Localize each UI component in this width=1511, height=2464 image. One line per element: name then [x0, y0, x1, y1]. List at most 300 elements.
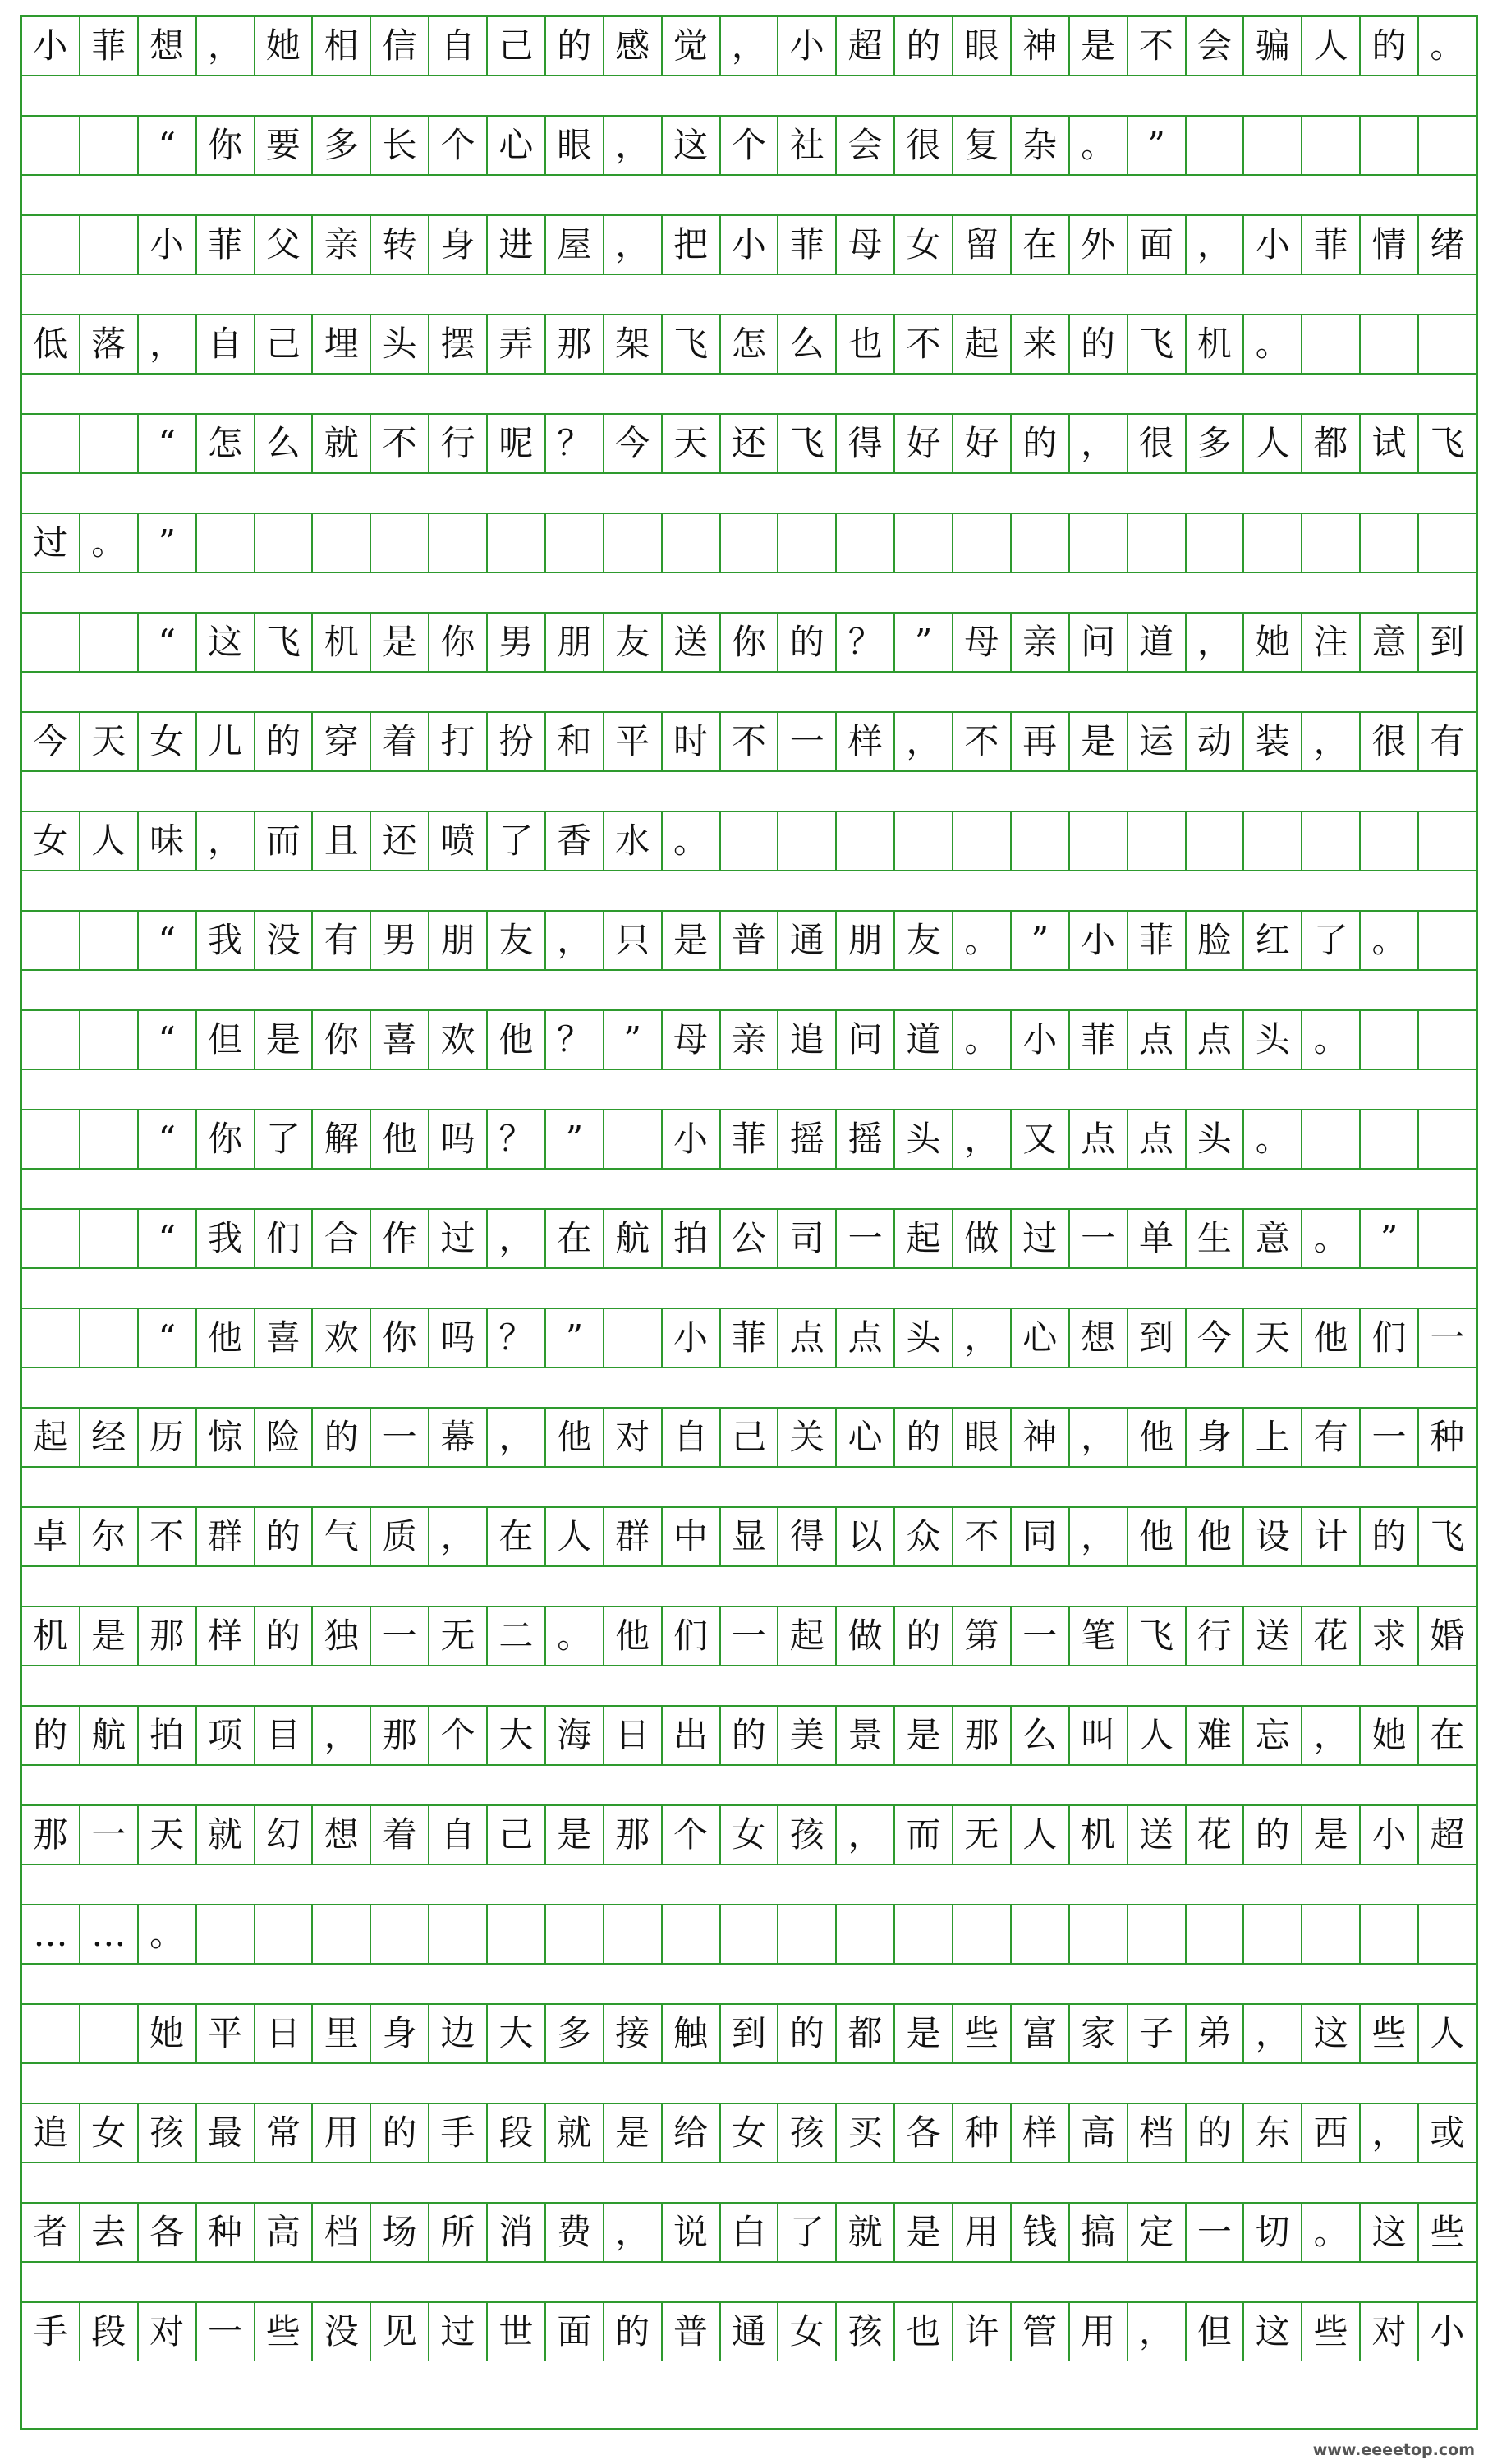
grid-cell: 好: [953, 415, 1012, 472]
grid-cell: 菲: [778, 216, 837, 274]
grid-cell: 小: [778, 17, 837, 75]
grid-cell: 。: [139, 1905, 197, 1963]
text-row: [22, 912, 1476, 969]
grid-cell: ，: [197, 812, 255, 870]
grid-cell: 摆: [429, 315, 488, 373]
grid-cell: 很: [895, 117, 953, 174]
grid-cell: ，: [721, 17, 779, 75]
grid-cell: 目: [255, 1707, 314, 1764]
grid-cell: 东: [1244, 2104, 1302, 2162]
grid-cell: 历: [139, 1409, 197, 1466]
grid-cell: 小: [1244, 216, 1302, 274]
grid-cell: 头: [1187, 1110, 1245, 1168]
grid-cell: 。: [546, 1607, 604, 1665]
grid-cell: ，: [1128, 2303, 1187, 2361]
grid-cell: 没: [255, 912, 314, 969]
grid-cell: 是: [546, 1806, 604, 1864]
grid-cell: 不: [1128, 17, 1187, 75]
text-row: [22, 1011, 1476, 1069]
grid-cell: 飞: [1128, 1607, 1187, 1665]
grid-cell: 你: [313, 1011, 371, 1069]
grid-cell: 质: [371, 1508, 429, 1565]
grid-cell: 普: [663, 2303, 721, 2361]
grid-cell: 。: [1302, 1210, 1361, 1267]
grid-cell: 白: [721, 2204, 779, 2261]
grid-cell: [1244, 117, 1302, 174]
grid-cell: 这: [1361, 2204, 1419, 2261]
grid-cell: ”: [604, 1011, 663, 1069]
grid-cell: 送: [1244, 1607, 1302, 1665]
grid-cell: ？: [546, 1011, 604, 1069]
grid-cell: 点: [1187, 1011, 1245, 1069]
grid-cell: 无: [953, 1806, 1012, 1864]
grid-cell: 想: [139, 17, 197, 75]
grid-cell: 过: [429, 1210, 488, 1267]
grid-cell: 女: [80, 2104, 139, 2162]
grid-cell: “: [139, 1309, 197, 1367]
grid-cell: 种: [953, 2104, 1012, 2162]
grid-cell: 的: [255, 1508, 314, 1565]
text-row: [22, 1707, 1476, 1764]
grid-cell: ，: [1070, 415, 1128, 472]
grid-cell: 喜: [255, 1309, 314, 1367]
grid-cell: [604, 514, 663, 572]
grid-cell: 是: [255, 1011, 314, 1069]
grid-cell: 但: [1187, 2303, 1245, 2361]
grid-cell: 菲: [721, 1309, 779, 1367]
grid-cell: …: [80, 1905, 139, 1963]
grid-cell: 公: [721, 1210, 779, 1267]
grid-cell: 他: [197, 1309, 255, 1367]
text-row: [22, 17, 1476, 75]
grid-cell: 小: [721, 216, 779, 274]
grid-cell: [429, 1905, 488, 1963]
grid-cell: 做: [953, 1210, 1012, 1267]
grid-cell: 些: [1430, 2212, 1465, 2252]
grid-cell: 段: [80, 2303, 139, 2361]
grid-cell: [895, 1905, 953, 1963]
grid-cell: 点: [837, 1309, 895, 1367]
grid-cell: 是: [1302, 1806, 1361, 1864]
grid-cell: 头: [1244, 1011, 1302, 1069]
grid-cell: ，: [1244, 2005, 1302, 2062]
grid-cell: [22, 216, 80, 274]
text-row: [22, 1110, 1476, 1168]
grid-cell: [721, 812, 779, 870]
grid-cell: 到: [1128, 1309, 1187, 1367]
grid-cell: 的: [313, 1409, 371, 1466]
grid-cell: 项: [197, 1707, 255, 1764]
grid-cell: 机: [313, 614, 371, 671]
grid-cell: 的: [1361, 1508, 1419, 1565]
grid-cell: “: [139, 117, 197, 174]
grid-cell: [837, 812, 895, 870]
grid-cell: 这: [1302, 2005, 1361, 2062]
grid-cell: 朋: [429, 912, 488, 969]
grid-cell: 对: [1361, 2303, 1419, 2361]
grid-cell: 菲: [1070, 1011, 1128, 1069]
grid-cell: 一: [371, 1409, 429, 1466]
grid-cell: 时: [663, 713, 721, 770]
grid-cell: 得: [778, 1508, 837, 1565]
grid-cell: 小: [1070, 912, 1128, 969]
grid-cell: 许: [953, 2303, 1012, 2361]
grid-cell: 西: [1302, 2104, 1361, 2162]
grid-cell: [1187, 117, 1245, 174]
grid-cell: 来: [1012, 315, 1070, 373]
grid-cell: 或: [1430, 2112, 1465, 2153]
grid-cell: 要: [255, 117, 314, 174]
grid-cell: 心: [1012, 1309, 1070, 1367]
grid-cell: 呢: [488, 415, 546, 472]
grid-cell: 一: [1187, 2204, 1245, 2261]
grid-cell: 落: [80, 315, 139, 373]
text-row: [22, 614, 1476, 671]
grid-cell: ，: [1361, 2104, 1419, 2162]
grid-cell: 摇: [778, 1110, 837, 1168]
grid-cell: 么: [1012, 1707, 1070, 1764]
grid-cell: 起: [22, 1409, 80, 1466]
grid-cell: 吗: [429, 1309, 488, 1367]
grid-cell: 么: [255, 415, 314, 472]
grid-cell: 神: [1012, 1409, 1070, 1466]
grid-cell: 弟: [1187, 2005, 1245, 2062]
grid-cell: 一: [1361, 1409, 1419, 1466]
line-spacer: [22, 572, 1476, 614]
grid-cell: 是: [371, 614, 429, 671]
text-row: [22, 713, 1476, 770]
grid-cell: 常: [255, 2104, 314, 2162]
grid-cell: ”: [1361, 1210, 1419, 1267]
grid-cell: 他: [488, 1011, 546, 1069]
text-row: [22, 1607, 1476, 1665]
grid-cell: 在: [546, 1210, 604, 1267]
text-row: [22, 514, 1476, 572]
grid-cell: 切: [1244, 2204, 1302, 2261]
grid-cell: ，: [604, 117, 663, 174]
grid-cell: 母: [837, 216, 895, 274]
grid-cell: 手: [22, 2303, 80, 2361]
line-spacer: [22, 1466, 1476, 1508]
grid-cell: 菲: [197, 216, 255, 274]
grid-cell: 尔: [80, 1508, 139, 1565]
grid-cell: ？: [488, 1309, 546, 1367]
grid-cell: 的: [1012, 415, 1070, 472]
grid-cell: [604, 1110, 663, 1168]
grid-cell: 孩: [139, 2104, 197, 2162]
grid-cell: 关: [778, 1409, 837, 1466]
grid-cell: 小: [22, 17, 80, 75]
grid-cell: 摇: [837, 1110, 895, 1168]
grid-cell: 我: [197, 1210, 255, 1267]
grid-cell: 复: [953, 117, 1012, 174]
grid-cell: 超: [1430, 1814, 1465, 1855]
grid-cell: ”: [1012, 912, 1070, 969]
grid-cell: 朋: [546, 614, 604, 671]
grid-cell: [1419, 912, 1476, 969]
grid-cell: 香: [546, 812, 604, 870]
grid-cell: 高: [1070, 2104, 1128, 2162]
manuscript-grid-paper: [20, 15, 1478, 2430]
grid-cell: 而: [895, 1806, 953, 1864]
grid-cell: ，: [313, 1707, 371, 1764]
grid-cell: [1419, 812, 1476, 870]
grid-cell: 超: [837, 17, 895, 75]
grid-cell: ，: [1070, 1409, 1128, 1466]
line-spacer: [22, 1069, 1476, 1110]
grid-cell: [721, 1905, 779, 1963]
grid-cell: [1361, 315, 1419, 373]
grid-cell: 小: [139, 216, 197, 274]
grid-cell: 了: [778, 2204, 837, 2261]
grid-cell: 去: [80, 2204, 139, 2261]
grid-cell: [837, 1905, 895, 1963]
grid-cell: 搞: [1070, 2204, 1128, 2261]
grid-cell: [1361, 1110, 1419, 1168]
grid-cell: 档: [1128, 2104, 1187, 2162]
grid-cell: 的: [1070, 315, 1128, 373]
grid-cell: 一: [197, 2303, 255, 2361]
grid-cell: 天: [139, 1806, 197, 1864]
grid-cell: [1302, 1905, 1361, 1963]
grid-cell: 司: [778, 1210, 837, 1267]
grid-cell: 问: [1070, 614, 1128, 671]
line-spacer: [22, 2162, 1476, 2204]
grid-cell: “: [139, 1110, 197, 1168]
grid-cell: 显: [721, 1508, 779, 1565]
grid-cell: 触: [663, 2005, 721, 2062]
grid-cell: 身: [429, 216, 488, 274]
grid-cell: 身: [371, 2005, 429, 2062]
grid-cell: 们: [663, 1607, 721, 1665]
grid-cell: 屋: [546, 216, 604, 274]
grid-cell: 会: [837, 117, 895, 174]
text-row: [22, 812, 1476, 870]
line-spacer: [22, 770, 1476, 812]
grid-cell: 女: [721, 1806, 779, 1864]
grid-cell: 也: [895, 2303, 953, 2361]
grid-cell: [1419, 1210, 1476, 1267]
grid-cell: 她: [1361, 1707, 1419, 1764]
grid-cell: 的: [1244, 1806, 1302, 1864]
grid-cell: 样: [1012, 2104, 1070, 2162]
grid-cell: 样: [197, 1607, 255, 1665]
grid-cell: 道: [1128, 614, 1187, 671]
grid-cell: [1419, 1905, 1476, 1963]
grid-cell: 这: [663, 117, 721, 174]
grid-cell: 试: [1361, 415, 1419, 472]
grid-cell: [255, 514, 314, 572]
grid-cell: 她: [1244, 614, 1302, 671]
grid-cell: 但: [197, 1011, 255, 1069]
grid-cell: 不: [721, 713, 779, 770]
grid-cell: 在: [488, 1508, 546, 1565]
grid-cell: 穿: [313, 713, 371, 770]
grid-cell: 菲: [1302, 216, 1361, 274]
grid-cell: 叫: [1070, 1707, 1128, 1764]
watermark: www.eeeetop.com: [1312, 2441, 1475, 2459]
grid-cell: 还: [371, 812, 429, 870]
grid-cell: “: [139, 415, 197, 472]
grid-cell: 的: [895, 17, 953, 75]
grid-cell: 低: [22, 315, 80, 373]
grid-cell: 打: [429, 713, 488, 770]
grid-cell: 男: [371, 912, 429, 969]
grid-cell: 是: [895, 2005, 953, 2062]
grid-cell: 人: [1244, 415, 1302, 472]
grid-cell: 管: [1012, 2303, 1070, 2361]
grid-cell: [80, 117, 139, 174]
grid-cell: 小: [1012, 1011, 1070, 1069]
grid-cell: [80, 2005, 139, 2062]
grid-cell: [953, 1905, 1012, 1963]
grid-cell: [1128, 1905, 1187, 1963]
grid-cell: 独: [313, 1607, 371, 1665]
grid-cell: 问: [837, 1011, 895, 1069]
grid-cell: [895, 514, 953, 572]
grid-cell: 过: [1012, 1210, 1070, 1267]
grid-cell: 不: [371, 415, 429, 472]
grid-cell: ，: [1187, 614, 1245, 671]
grid-cell: [1419, 1011, 1476, 1069]
grid-cell: 怎: [197, 415, 255, 472]
grid-cell: [778, 812, 837, 870]
grid-cell: 都: [837, 2005, 895, 2062]
line-spacer: [22, 1267, 1476, 1309]
grid-cell: 所: [429, 2204, 488, 2261]
grid-cell: 菲: [80, 17, 139, 75]
grid-cell: 孩: [837, 2303, 895, 2361]
grid-cell: [1361, 1905, 1419, 1963]
grid-cell: 作: [371, 1210, 429, 1267]
grid-cell: ，: [837, 1806, 895, 1864]
grid-cell: 送: [663, 614, 721, 671]
grid-cell: 那: [953, 1707, 1012, 1764]
grid-cell: 在: [1012, 216, 1070, 274]
grid-cell: 险: [255, 1409, 314, 1466]
grid-cell: 面: [1128, 216, 1187, 274]
grid-cell: 机: [22, 1607, 80, 1665]
grid-cell: [546, 1905, 604, 1963]
grid-cell: 这: [197, 614, 255, 671]
grid-cell: 人: [1012, 1806, 1070, 1864]
grid-cell: ，: [488, 1409, 546, 1466]
grid-cell: 幕: [429, 1409, 488, 1466]
grid-cell: 那: [604, 1806, 663, 1864]
grid-cell: 在: [1430, 1715, 1465, 1755]
grid-cell: 。: [1361, 912, 1419, 969]
grid-cell: [1128, 514, 1187, 572]
grid-cell: 天: [80, 713, 139, 770]
grid-cell: 女: [22, 812, 80, 870]
grid-cell: 信: [371, 17, 429, 75]
grid-cell: 么: [778, 315, 837, 373]
grid-cell: 一: [721, 1607, 779, 1665]
grid-cell: 以: [837, 1508, 895, 1565]
grid-cell: 很: [1128, 415, 1187, 472]
grid-cell: ”: [139, 514, 197, 572]
grid-cell: 卓: [22, 1508, 80, 1565]
grid-cell: 都: [1302, 415, 1361, 472]
grid-cell: 又: [1012, 1110, 1070, 1168]
grid-cell: [371, 514, 429, 572]
grid-cell: 有: [313, 912, 371, 969]
grid-cell: [22, 117, 80, 174]
grid-cell: 人: [1430, 2013, 1465, 2053]
grid-cell: 。: [1244, 1110, 1302, 1168]
grid-cell: 她: [255, 17, 314, 75]
grid-cell: 头: [895, 1110, 953, 1168]
grid-cell: 美: [778, 1707, 837, 1764]
grid-cell: [1302, 514, 1361, 572]
grid-cell: 的: [895, 1409, 953, 1466]
grid-cell: 。: [1244, 315, 1302, 373]
grid-cell: 把: [663, 216, 721, 274]
grid-cell: 惊: [197, 1409, 255, 1466]
grid-cell: 自: [429, 1806, 488, 1864]
grid-cell: [80, 415, 139, 472]
grid-cell: 经: [80, 1409, 139, 1466]
grid-cell: 给: [663, 2104, 721, 2162]
grid-cell: 弄: [488, 315, 546, 373]
grid-cell: 。: [80, 514, 139, 572]
grid-cell: 那: [546, 315, 604, 373]
grid-cell: 自: [197, 315, 255, 373]
grid-cell: [80, 614, 139, 671]
grid-cell: 己: [721, 1409, 779, 1466]
line-spacer: [22, 870, 1476, 912]
grid-cell: 些: [1302, 2303, 1361, 2361]
grid-cell: 。: [663, 812, 721, 870]
grid-cell: 男: [488, 614, 546, 671]
grid-cell: 想: [313, 1806, 371, 1864]
grid-cell: 动: [1187, 713, 1245, 770]
grid-cell: ，: [1302, 1707, 1361, 1764]
grid-cell: 设: [1244, 1508, 1302, 1565]
grid-cell: 手: [429, 2104, 488, 2162]
grid-cell: 拍: [139, 1707, 197, 1764]
grid-cell: 海: [546, 1707, 604, 1764]
grid-cell: 那: [22, 1806, 80, 1864]
grid-cell: 通: [721, 2303, 779, 2361]
grid-cell: 着: [371, 1806, 429, 1864]
grid-cell: 世: [488, 2303, 546, 2361]
grid-cell: ？: [488, 1110, 546, 1168]
grid-cell: [1012, 1905, 1070, 1963]
grid-cell: 的: [255, 713, 314, 770]
text-row: [22, 1905, 1476, 1963]
grid-cell: [429, 514, 488, 572]
line-spacer: [22, 472, 1476, 514]
grid-cell: 那: [139, 1607, 197, 1665]
line-spacer: [22, 174, 1476, 216]
grid-cell: 今: [22, 713, 80, 770]
grid-cell: [1244, 1905, 1302, 1963]
line-spacer: [22, 274, 1476, 315]
grid-cell: 档: [313, 2204, 371, 2261]
grid-cell: 你: [197, 117, 255, 174]
grid-cell: 小: [663, 1110, 721, 1168]
grid-cell: 就: [837, 2204, 895, 2261]
grid-cell: [1361, 117, 1419, 174]
grid-cell: 各: [895, 2104, 953, 2162]
grid-cell: [22, 614, 80, 671]
grid-cell: 眼: [953, 1409, 1012, 1466]
grid-cell: [1302, 812, 1361, 870]
grid-cell: 买: [837, 2104, 895, 2162]
grid-cell: 她: [139, 2005, 197, 2062]
grid-cell: [313, 514, 371, 572]
